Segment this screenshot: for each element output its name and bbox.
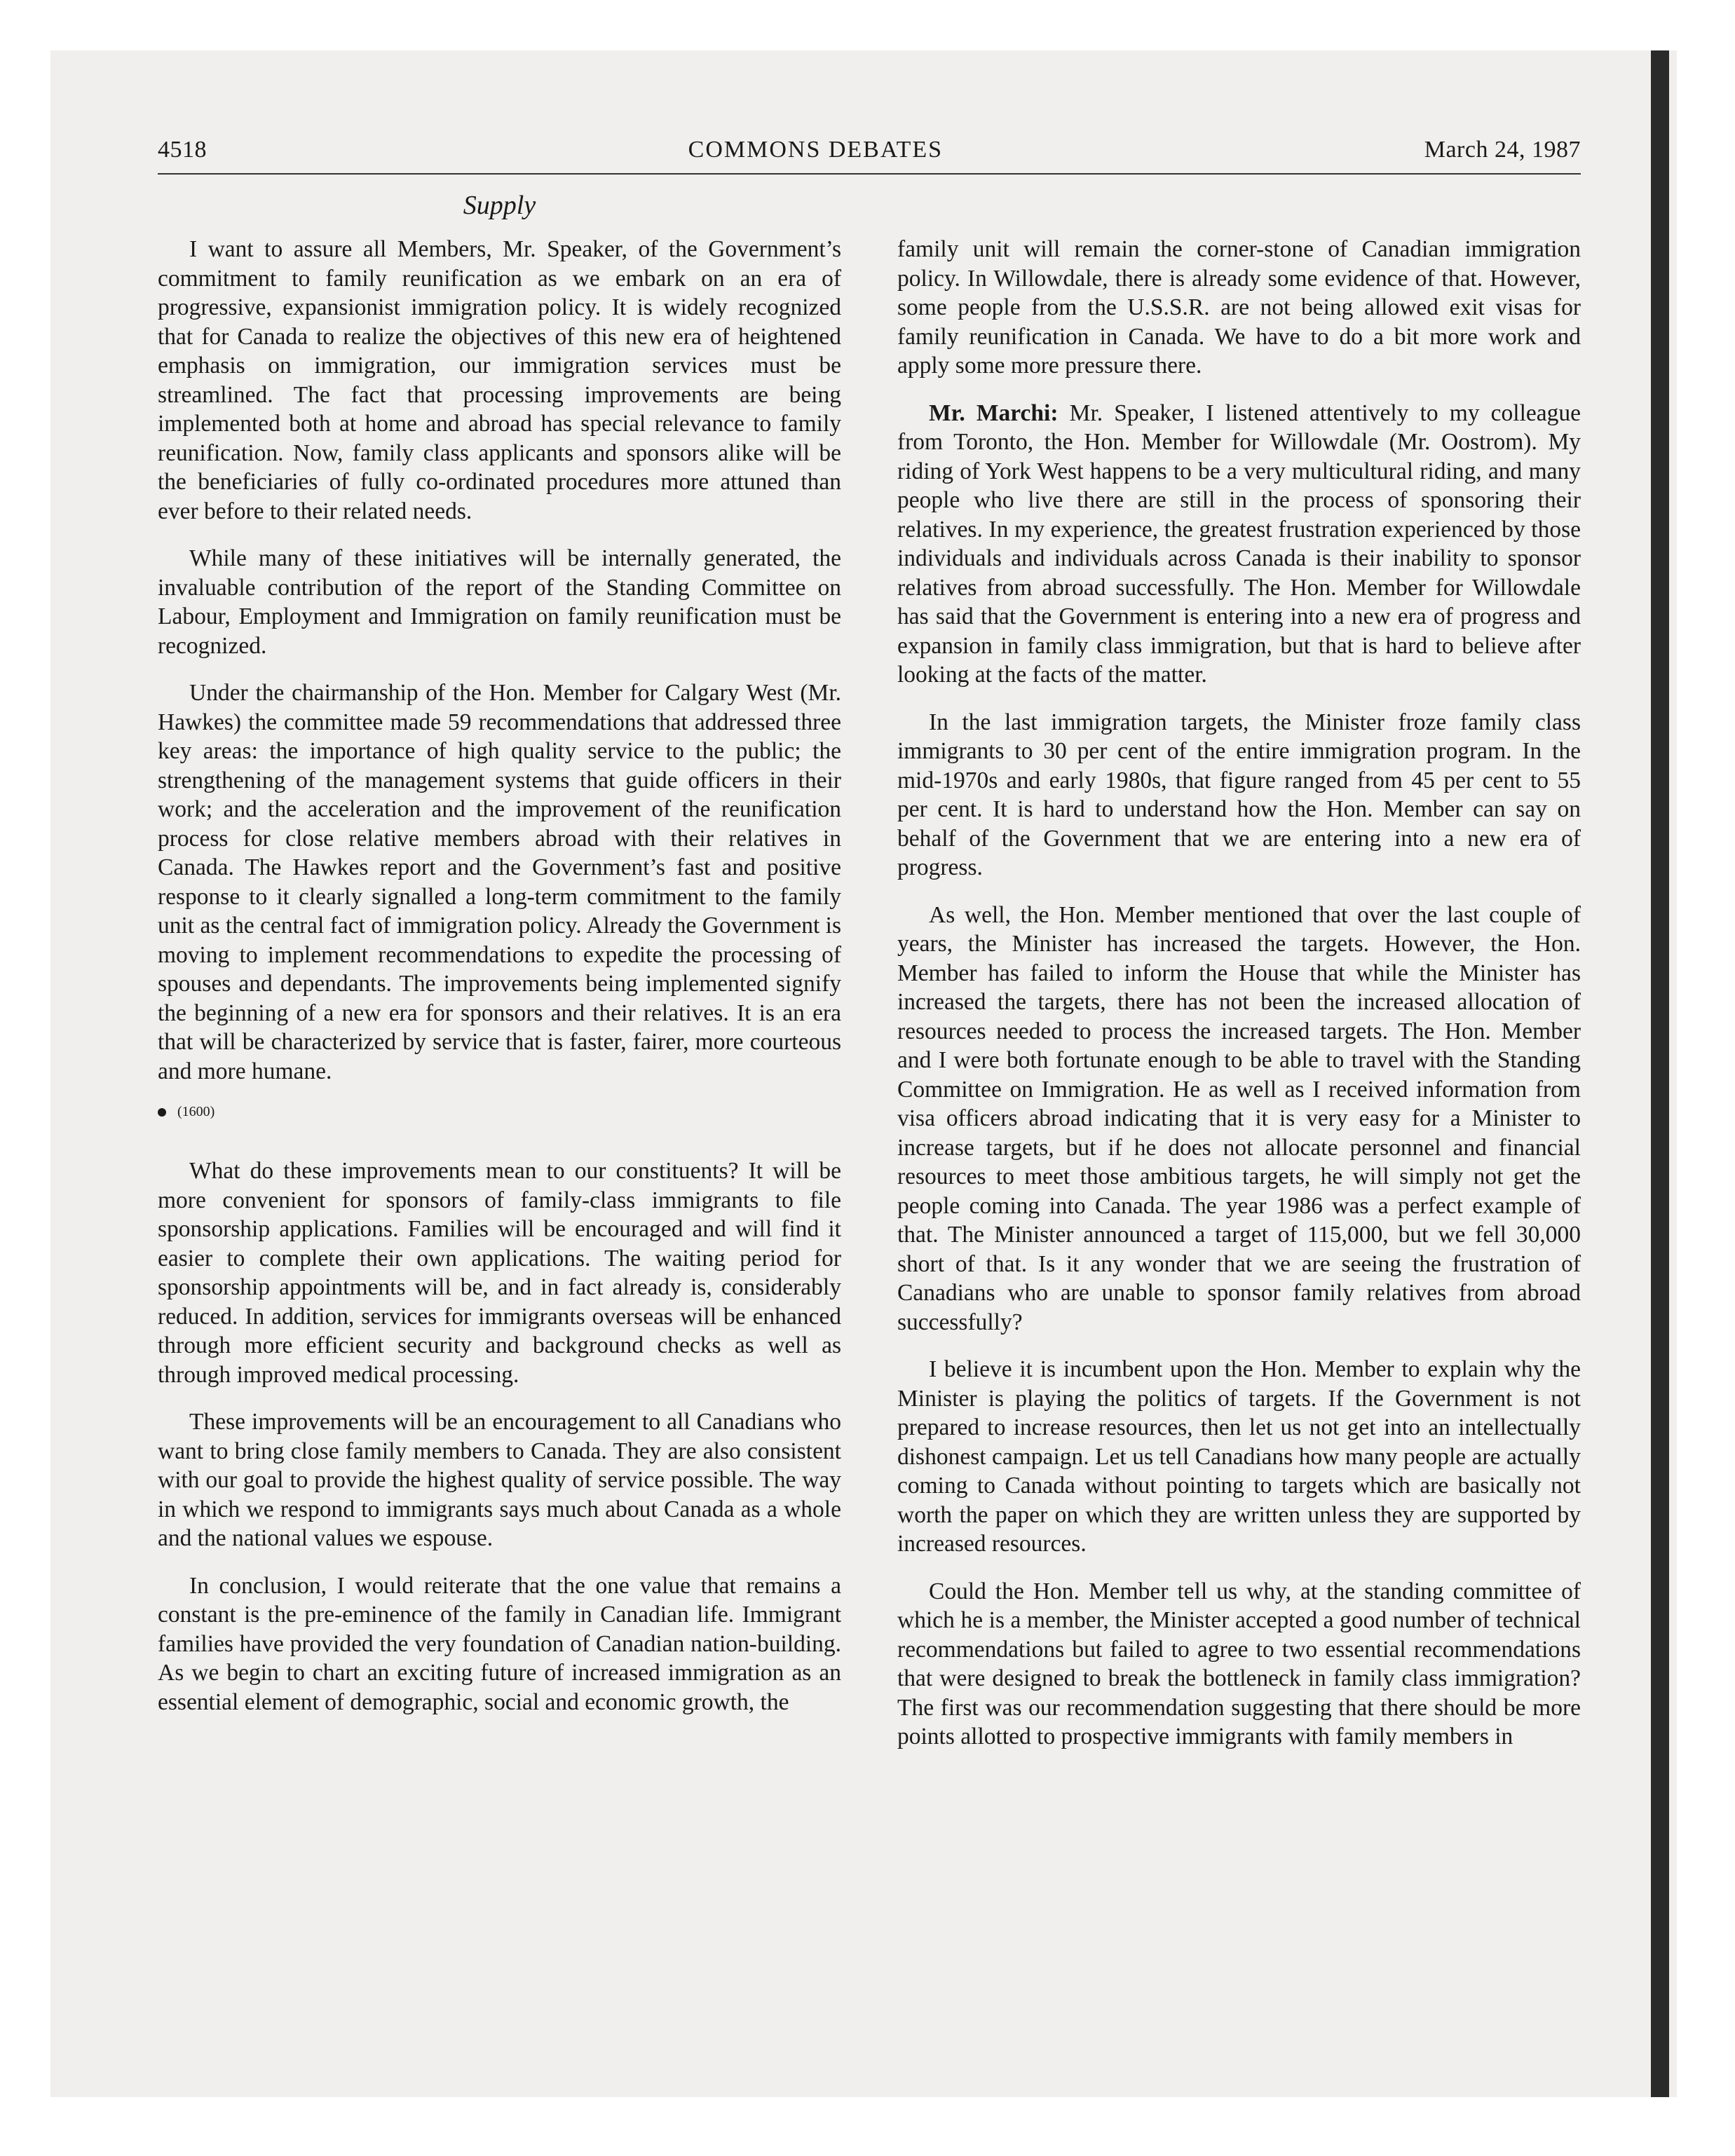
paragraph: While many of these initiatives will be internally generated, the invaluable contribution of the report of the Standing Committee on Labour, Employment and Immigration on family reunification must be recognized. — [158, 545, 841, 659]
paragraph: Could the Hon. Member tell us why, at the standing committee of which he is a member, the Minister accepted a good number of technical recommendations but failed to agree to two essential recommendations that were designed to break the bottleneck in family class immigration? The first was our recommendation suggesting that there should be more points allotted to prospective immigrants with family members in — [897, 1578, 1581, 1749]
time-marker — [158, 1104, 841, 1120]
speaker-paragraph — [897, 399, 1581, 690]
paragraph: I believe it is incumbent upon the Hon. Member to explain why the Minister is playing the politics of targets. If the Government is not prepared to increase resources, then let us not get into an intellectually dishonest campaign. Let us tell Canadians how many people are actually coming to Canada without pointing to targets which are basically not worth the paper on which they are written unless they are supported by increased resources. — [897, 1356, 1581, 1557]
speaker-text: Mr. Speaker, I listened attentively to my colleague from Toronto, the Hon. Member for Willowdale (Mr. Oostrom). My riding of York West happens to be a very multicultural riding, and many people who live there are still in the process of sponsoring their relatives. In my experience, the greatest frustration experienced by those individuals and individuals across Canada is their inability to sponsor relatives from abroad successfully. The Hon. Member for Willowdale has said that the Government is entering into a new era of progress and expansion in family class immigration, but that is hard to believe after looking at the facts of the matter. — [897, 400, 1581, 688]
paragraph: I want to assure all Members, Mr. Speaker, of the Government’s commitment to family reunification as we embark on an era of progressive, expansionist immigration policy. It is widely recognized that for Canada to realize the objectives of this new era of heightened emphasis on immigration, our immigration services must be streamlined. The fact that processing improvements are being implemented both at home and abroad has special relevance to family reunification. Now, family class applicants and sponsors alike will be the beneficiaries of fully co-ordinated procedures more attuned than ever before to their related needs. — [158, 236, 841, 524]
text-columns — [158, 235, 1581, 1770]
journal-title: COMMONS DEBATES — [688, 137, 944, 163]
right-column — [897, 235, 1581, 1770]
section-title: Supply — [463, 191, 536, 220]
paragraph: These improvements will be an encouragement to all Canadians who want to bring close family members to Canada. They are also consistent with our goal to provide the highest quality of service possible. The way in which we respond to immigrants says much about Canada as a whole and the national values we espouse. — [158, 1409, 841, 1551]
paragraph: In conclusion, I would reiterate that the one value that remains a constant is the pre-eminence of the family in Canadian life. Immigrant families have provided the very foundation of Canadian nation-building. As we begin to chart an exciting future of increased immigration as an essential element of demographic, social and economic growth, the — [158, 1572, 841, 1715]
paragraph: What do these improvements mean to our constituents? It will be more convenient for sponsors of family-class immigrants to file sponsorship applications. Families will be encouraged and will find it easier to complete their own applications. The waiting period for sponsorship appointments will be, and in fact already is, considerably reduced. In addition, services for immigrants overseas will be enhanced through more efficient security and background checks as well as through improved medical processing. — [158, 1158, 841, 1388]
scan-edge-bar — [1651, 50, 1669, 2097]
paragraph: As well, the Hon. Member mentioned that over the last couple of years, the Minister has increased the targets. However, the Hon. Member has failed to inform the House that while the Minister has increased the targets, there has not been the increased allocation of resources needed to process the increased targets. The Hon. Member and I were both fortunate enough to be able to travel with the Standing Committee on Immigration. He as well as I received information from visa officers abroad indicating that it is very easy for a Minister to increase targets, but if he does not allocate personnel and financial resources to meet those ambitious targets, he will simply not get the people coming into Canada. The year 1986 was a perfect example of that. The Minister announced a target of 115,000, but we fell 30,000 short of that. Is it any wonder that we are seeing the frustration of Canadians who are unable to sponsor family relatives from abroad successfully? — [897, 901, 1581, 1335]
document-page — [158, 137, 1581, 1749]
paragraph: In the last immigration targets, the Minister froze family class immigrants to 30 per cent of the entire immigration program. In the mid-1970s and early 1980s, that figure ranged from 45 per cent to 55 per cent. It is hard to understand how the Hon. Member can say on behalf of the Government that we are entering into a new era of progress. — [897, 709, 1581, 880]
speaker-name: Mr. Marchi: — [929, 400, 1059, 426]
time-marker-text: (1600) — [177, 1104, 215, 1119]
left-column — [158, 235, 841, 1770]
page-header — [158, 137, 1581, 175]
bullet-icon — [158, 1108, 166, 1117]
header-date: March 24, 1987 — [1424, 137, 1581, 163]
paragraph: family unit will remain the corner-stone of Canadian immigration policy. In Willowdale, there is already some evidence of that. However, some people from the U.S.S.R. are not being allowed exit visas for family reunification in Canada. We have to do a bit more work and apply some more pressure there. — [897, 236, 1581, 378]
paragraph: Under the chairmanship of the Hon. Member for Calgary West (Mr. Hawkes) the committee made 59 recommendations that addressed three key areas: the importance of high quality service to the public; the strengthening of the management systems that guide officers in their work; and the acceleration and the improvement of the reunification process for close relative members abroad with their relatives in Canada. The Hawkes report and the Government’s fast and positive response to it clearly signalled a long-term commitment to the family unit as the central fact of immigration policy. Already the Government is moving to implement recommendations to expedite the processing of spouses and dependants. The improvements being implemented signify the beginning of a new era for sponsors and their relatives. It is an era that will be characterized by service that is faster, fairer, more courteous and more humane. — [158, 680, 841, 1084]
page-number: 4518 — [158, 137, 207, 163]
